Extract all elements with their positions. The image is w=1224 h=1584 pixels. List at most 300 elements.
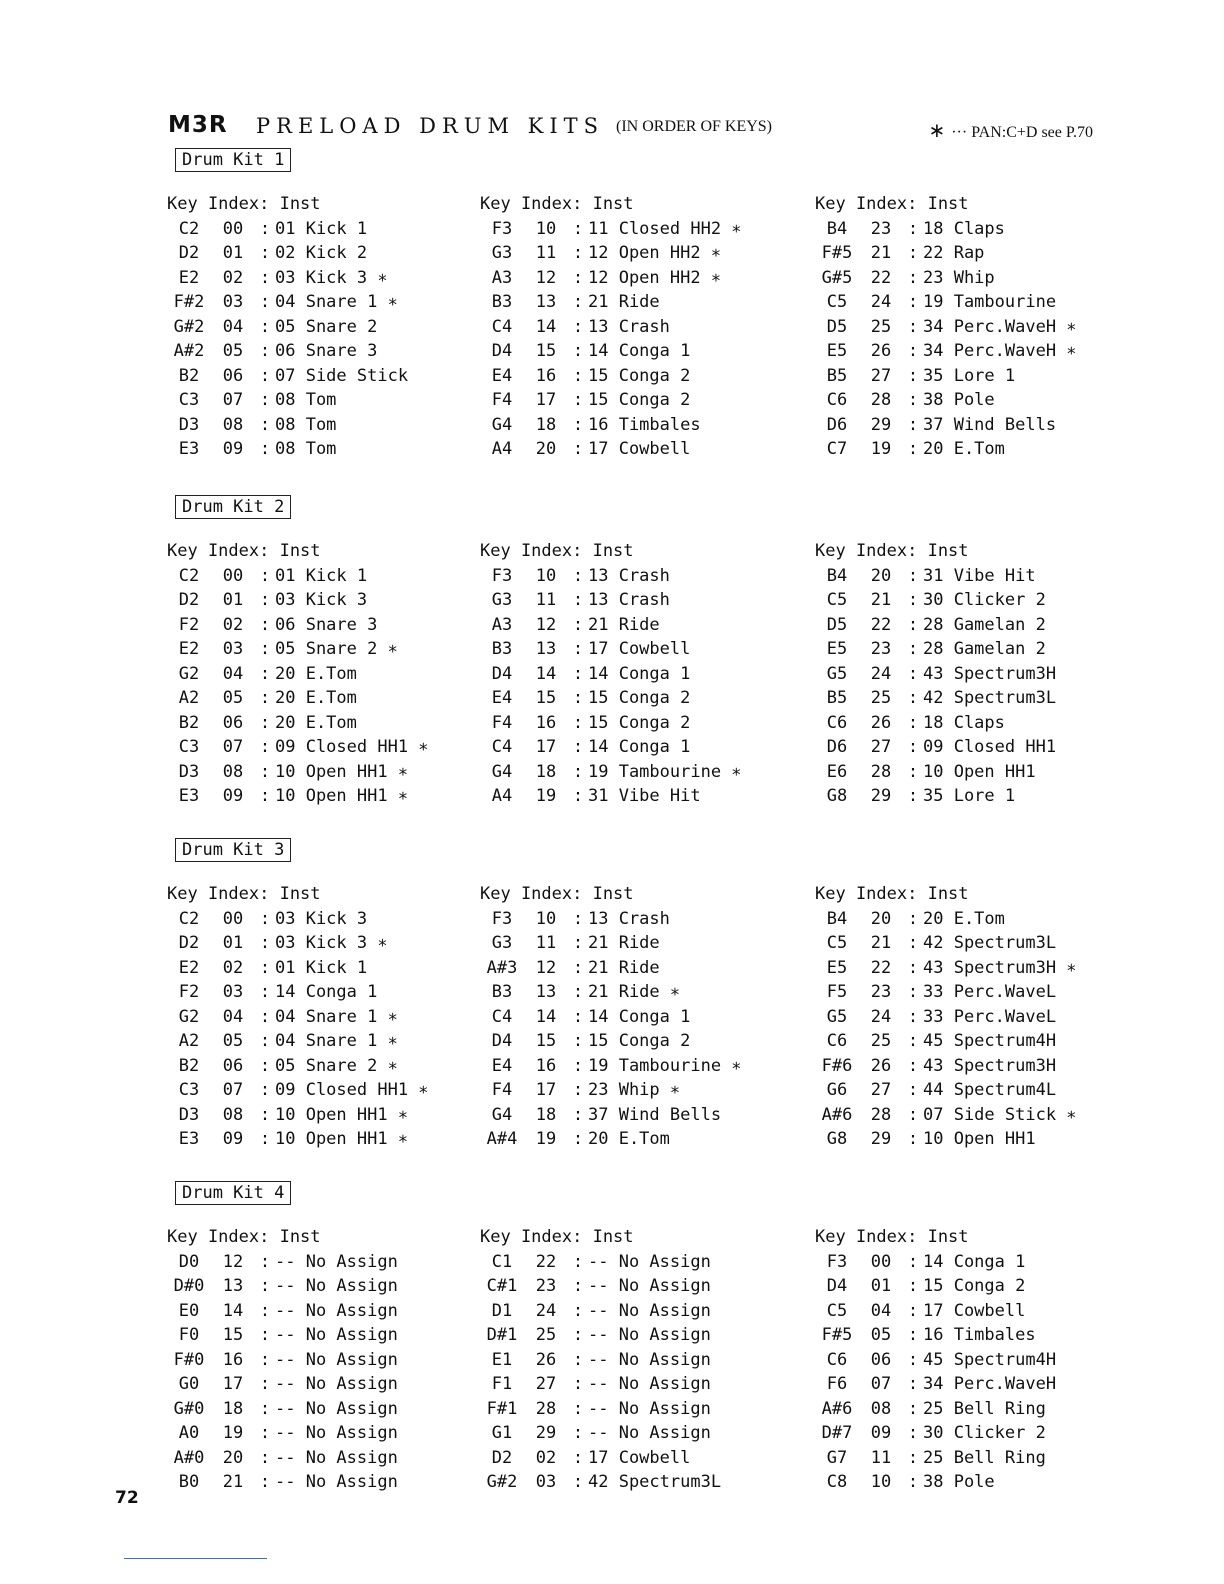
- inst-cell: -- No Assign: [275, 1276, 398, 1296]
- inst-cell: 20 E.Tom: [923, 439, 1005, 459]
- inst-cell: 43 Spectrum3H: [923, 663, 1057, 684]
- key-cell: B4: [826, 565, 848, 586]
- index-cell: 00: [222, 218, 244, 239]
- key-cell: E2: [178, 639, 200, 659]
- table-row: [815, 1054, 1115, 1079]
- separator: :: [907, 1276, 919, 1296]
- separator: :: [907, 390, 919, 410]
- separator: :: [259, 761, 271, 782]
- footer-rule: [124, 1558, 267, 1559]
- inst-cell: 19 Tambourine: [923, 292, 1057, 312]
- separator: :: [259, 1349, 271, 1370]
- inst-cell: 43 Spectrum3H ∗: [923, 957, 1077, 978]
- index-cell: 10: [535, 218, 557, 239]
- key-cell: B2: [178, 712, 200, 733]
- key-cell: E0: [178, 1300, 200, 1321]
- index-cell: 02: [222, 267, 244, 288]
- inst-cell: 23 Whip: [923, 267, 995, 288]
- inst-cell: 10 Open HH1: [923, 1129, 1036, 1149]
- key-cell: A#4: [486, 1129, 518, 1149]
- column-header: Key Index: Inst: [167, 1227, 321, 1247]
- inst-cell: 10 Open HH1: [923, 761, 1036, 782]
- key-cell: A#0: [173, 1447, 205, 1468]
- key-cell: D#0: [173, 1276, 205, 1296]
- page-subtitle: (IN ORDER OF KEYS): [616, 118, 772, 135]
- separator: :: [907, 737, 919, 757]
- key-cell: D#7: [821, 1423, 853, 1443]
- table-row: [815, 413, 1115, 438]
- table-row: [167, 1054, 467, 1079]
- key-cell: B5: [826, 688, 848, 708]
- asterisk-icon: ∗: [928, 120, 946, 142]
- separator: :: [907, 243, 919, 263]
- separator: :: [259, 292, 271, 312]
- drum-kit-section: [155, 1181, 1105, 1501]
- kit-column: [815, 882, 1115, 1152]
- index-cell: 14: [535, 316, 557, 337]
- drum-kit-section: [155, 838, 1105, 1158]
- key-cell: B4: [826, 218, 848, 239]
- separator: :: [907, 1104, 919, 1125]
- index-cell: 04: [222, 1006, 244, 1027]
- separator: :: [907, 1374, 919, 1394]
- inst-cell: 20 E.Tom: [588, 1129, 670, 1149]
- inst-cell: 28 Gamelan 2: [923, 639, 1046, 659]
- index-cell: 26: [870, 1055, 892, 1076]
- key-cell: G6: [826, 1080, 848, 1100]
- key-cell: D4: [491, 341, 513, 361]
- key-cell: D0: [178, 1251, 200, 1272]
- index-cell: 23: [870, 982, 892, 1002]
- separator: :: [907, 341, 919, 361]
- table-row: [167, 662, 467, 687]
- inst-cell: 20 E.Tom: [923, 908, 1005, 929]
- key-cell: D2: [178, 933, 200, 953]
- inst-cell: 10 Open HH1 ∗: [275, 761, 409, 782]
- table-row: [167, 290, 467, 315]
- table-row: [167, 956, 467, 981]
- key-cell: C3: [178, 390, 200, 410]
- index-cell: 01: [222, 243, 244, 263]
- column-header: Key Index: Inst: [815, 194, 969, 214]
- table-row: [480, 760, 780, 785]
- table-row: [480, 735, 780, 760]
- inst-cell: -- No Assign: [275, 1398, 398, 1419]
- inst-cell: 01 Kick 1: [275, 957, 368, 978]
- key-cell: C1: [491, 1251, 513, 1272]
- key-cell: F6: [826, 1374, 848, 1394]
- separator: :: [572, 1129, 584, 1149]
- index-cell: 20: [870, 565, 892, 586]
- separator: :: [907, 639, 919, 659]
- inst-cell: 09 Closed HH1 ∗: [275, 737, 429, 757]
- separator: :: [907, 1472, 919, 1492]
- table-row: [815, 1470, 1115, 1495]
- index-cell: 02: [222, 957, 244, 978]
- separator: :: [572, 1006, 584, 1027]
- inst-cell: 21 Ride: [588, 292, 660, 312]
- separator: :: [572, 316, 584, 337]
- index-cell: 23: [870, 639, 892, 659]
- kit-column: [480, 539, 780, 809]
- separator: :: [907, 218, 919, 239]
- separator: :: [259, 1398, 271, 1419]
- table-row: [167, 1323, 467, 1348]
- table-row: [815, 1348, 1115, 1373]
- table-row: [815, 980, 1115, 1005]
- table-row: [167, 413, 467, 438]
- key-cell: E2: [178, 267, 200, 288]
- index-cell: 26: [870, 341, 892, 361]
- key-cell: F0: [178, 1325, 200, 1345]
- key-cell: F3: [491, 908, 513, 929]
- inst-cell: 34 Perc.WaveH ∗: [923, 341, 1077, 361]
- inst-cell: 14 Conga 1: [588, 1006, 691, 1027]
- table-row: [480, 1323, 780, 1348]
- separator: :: [259, 390, 271, 410]
- inst-cell: 06 Snare 3: [275, 341, 378, 361]
- table-row: [480, 637, 780, 662]
- table-row: [815, 1299, 1115, 1324]
- separator: :: [259, 243, 271, 263]
- key-cell: E4: [491, 1055, 513, 1076]
- separator: :: [259, 1423, 271, 1443]
- separator: :: [572, 908, 584, 929]
- key-cell: D4: [491, 1031, 513, 1051]
- table-row: [480, 1029, 780, 1054]
- index-cell: 05: [222, 341, 244, 361]
- separator: :: [907, 1398, 919, 1419]
- index-cell: 10: [870, 1472, 892, 1492]
- key-cell: C5: [826, 590, 848, 610]
- table-row: [480, 1470, 780, 1495]
- table-row: [167, 1397, 467, 1422]
- kit-column: [815, 1225, 1115, 1495]
- key-cell: D4: [826, 1276, 848, 1296]
- table-row: [167, 1127, 467, 1152]
- index-cell: 22: [870, 957, 892, 978]
- index-cell: 28: [535, 1398, 557, 1419]
- inst-cell: 14 Conga 1: [588, 737, 691, 757]
- table-row: [815, 364, 1115, 389]
- key-cell: F#0: [173, 1349, 205, 1370]
- separator: :: [259, 614, 271, 635]
- inst-cell: 30 Clicker 2: [923, 1423, 1046, 1443]
- separator: :: [572, 1080, 584, 1100]
- table-row: [167, 980, 467, 1005]
- table-row: [815, 241, 1115, 266]
- key-cell: G1: [491, 1423, 513, 1443]
- key-cell: A4: [491, 439, 513, 459]
- table-row: [480, 784, 780, 809]
- inst-cell: -- No Assign: [275, 1472, 398, 1492]
- inst-cell: 15 Conga 2: [588, 1031, 691, 1051]
- inst-cell: 14 Conga 1: [923, 1251, 1026, 1272]
- key-cell: E3: [178, 439, 200, 459]
- table-row: [167, 364, 467, 389]
- key-cell: B5: [826, 365, 848, 386]
- index-cell: 07: [222, 390, 244, 410]
- kit-column: [167, 882, 467, 1152]
- separator: :: [259, 565, 271, 586]
- table-row: [815, 315, 1115, 340]
- inst-cell: 14 Conga 1: [588, 341, 691, 361]
- index-cell: 01: [222, 590, 244, 610]
- table-row: [480, 290, 780, 315]
- key-cell: E3: [178, 786, 200, 806]
- separator: :: [572, 688, 584, 708]
- inst-cell: 20 E.Tom: [275, 712, 357, 733]
- kit-column: [167, 539, 467, 809]
- separator: :: [572, 761, 584, 782]
- table-row: [815, 1250, 1115, 1275]
- column-header: Key Index: Inst: [480, 1227, 634, 1247]
- index-cell: 13: [535, 982, 557, 1002]
- inst-cell: 18 Claps: [923, 712, 1005, 733]
- index-cell: 11: [870, 1447, 892, 1468]
- separator: :: [907, 439, 919, 459]
- index-cell: 05: [222, 1031, 244, 1051]
- separator: :: [572, 365, 584, 386]
- key-cell: D5: [826, 316, 848, 337]
- index-cell: 14: [535, 663, 557, 684]
- drum-kit-label: Drum Kit 2: [175, 495, 291, 519]
- table-row: [167, 241, 467, 266]
- table-row: [815, 1397, 1115, 1422]
- key-cell: C6: [826, 712, 848, 733]
- separator: :: [259, 737, 271, 757]
- separator: :: [572, 243, 584, 263]
- index-cell: 17: [535, 1080, 557, 1100]
- index-cell: 18: [535, 414, 557, 435]
- separator: :: [907, 933, 919, 953]
- table-row: [167, 315, 467, 340]
- separator: :: [907, 1129, 919, 1149]
- inst-cell: 15 Conga 2: [588, 365, 691, 386]
- inst-cell: 30 Clicker 2: [923, 590, 1046, 610]
- inst-cell: 21 Ride: [588, 614, 660, 635]
- inst-cell: 09 Closed HH1: [923, 737, 1057, 757]
- table-row: [167, 735, 467, 760]
- inst-cell: 17 Cowbell: [588, 439, 691, 459]
- index-cell: 04: [222, 316, 244, 337]
- inst-cell: 43 Spectrum3H: [923, 1055, 1057, 1076]
- table-row: [815, 217, 1115, 242]
- index-cell: 28: [870, 761, 892, 782]
- inst-cell: 31 Vibe Hit: [923, 565, 1036, 586]
- index-cell: 05: [222, 688, 244, 708]
- key-cell: G2: [178, 1006, 200, 1027]
- separator: :: [572, 663, 584, 684]
- inst-cell: 34 Perc.WaveH: [923, 1374, 1057, 1394]
- inst-cell: -- No Assign: [588, 1349, 711, 1370]
- separator: :: [907, 1447, 919, 1468]
- key-cell: C5: [826, 1300, 848, 1321]
- key-cell: F3: [826, 1251, 848, 1272]
- table-row: [480, 711, 780, 736]
- separator: :: [572, 1472, 584, 1492]
- inst-cell: 01 Kick 1: [275, 565, 368, 586]
- separator: :: [259, 1300, 271, 1321]
- key-cell: A0: [178, 1423, 200, 1443]
- inst-cell: -- No Assign: [588, 1276, 711, 1296]
- inst-cell: 42 Spectrum3L: [923, 933, 1057, 953]
- inst-cell: 16 Timbales: [923, 1325, 1036, 1345]
- key-cell: F3: [491, 218, 513, 239]
- key-cell: D6: [826, 737, 848, 757]
- separator: :: [259, 663, 271, 684]
- table-row: [167, 1348, 467, 1373]
- separator: :: [572, 1104, 584, 1125]
- inst-cell: 07 Side Stick: [275, 365, 409, 386]
- table-row: [480, 413, 780, 438]
- index-cell: 08: [222, 1104, 244, 1125]
- index-cell: 14: [535, 1006, 557, 1027]
- separator: :: [907, 1080, 919, 1100]
- table-row: [480, 956, 780, 981]
- table-row: [815, 613, 1115, 638]
- index-cell: 26: [535, 1349, 557, 1370]
- separator: :: [572, 957, 584, 978]
- inst-cell: -- No Assign: [588, 1423, 711, 1443]
- key-cell: F2: [178, 982, 200, 1002]
- index-cell: 01: [222, 933, 244, 953]
- table-row: [815, 1127, 1115, 1152]
- inst-cell: 11 Closed HH2 ∗: [588, 218, 742, 239]
- table-row: [167, 613, 467, 638]
- index-cell: 21: [870, 243, 892, 263]
- column-header: Key Index: Inst: [480, 541, 634, 561]
- index-cell: 03: [222, 982, 244, 1002]
- table-row: [167, 339, 467, 364]
- index-cell: 29: [870, 414, 892, 435]
- index-cell: 27: [870, 737, 892, 757]
- table-row: [167, 1078, 467, 1103]
- table-row: [480, 1421, 780, 1446]
- inst-cell: -- No Assign: [275, 1374, 398, 1394]
- inst-cell: 37 Wind Bells: [588, 1104, 722, 1125]
- index-cell: 16: [535, 712, 557, 733]
- key-cell: F#6: [821, 1055, 853, 1076]
- separator: :: [907, 1423, 919, 1443]
- separator: :: [572, 565, 584, 586]
- table-row: [815, 907, 1115, 932]
- key-cell: F4: [491, 390, 513, 410]
- column-header: Key Index: Inst: [167, 194, 321, 214]
- key-cell: B0: [178, 1472, 200, 1492]
- key-cell: B2: [178, 365, 200, 386]
- inst-cell: 25 Bell Ring: [923, 1398, 1046, 1419]
- table-row: [480, 1299, 780, 1324]
- table-row: [480, 1446, 780, 1471]
- table-row: [480, 437, 780, 462]
- inst-cell: 38 Pole: [923, 390, 995, 410]
- separator: :: [907, 614, 919, 635]
- index-cell: 11: [535, 933, 557, 953]
- table-row: [815, 1421, 1115, 1446]
- inst-cell: 25 Bell Ring: [923, 1447, 1046, 1468]
- separator: :: [259, 341, 271, 361]
- index-cell: 02: [222, 614, 244, 635]
- index-cell: 19: [535, 1129, 557, 1149]
- table-row: [815, 266, 1115, 291]
- inst-cell: 42 Spectrum3L: [588, 1472, 722, 1492]
- index-cell: 23: [870, 218, 892, 239]
- separator: :: [259, 712, 271, 733]
- inst-cell: 15 Conga 2: [923, 1276, 1026, 1296]
- index-cell: 22: [535, 1251, 557, 1272]
- index-cell: 04: [870, 1300, 892, 1321]
- separator: :: [259, 1055, 271, 1076]
- index-cell: 12: [535, 614, 557, 635]
- separator: :: [572, 590, 584, 610]
- key-cell: E5: [826, 957, 848, 978]
- table-row: [815, 662, 1115, 687]
- table-row: [167, 686, 467, 711]
- table-row: [815, 1274, 1115, 1299]
- inst-cell: 08 Tom: [275, 439, 337, 459]
- index-cell: 19: [222, 1423, 244, 1443]
- key-cell: A4: [491, 786, 513, 806]
- key-cell: F5: [826, 982, 848, 1002]
- key-cell: D#1: [486, 1325, 518, 1345]
- separator: :: [907, 957, 919, 978]
- key-cell: E5: [826, 341, 848, 361]
- separator: :: [907, 761, 919, 782]
- key-cell: C6: [826, 1349, 848, 1370]
- separator: :: [907, 1031, 919, 1051]
- index-cell: 02: [535, 1447, 557, 1468]
- key-cell: E3: [178, 1129, 200, 1149]
- separator: :: [572, 737, 584, 757]
- table-row: [167, 564, 467, 589]
- index-cell: 07: [222, 1080, 244, 1100]
- key-cell: C5: [826, 933, 848, 953]
- inst-cell: 20 E.Tom: [275, 688, 357, 708]
- table-row: [815, 1323, 1115, 1348]
- key-cell: D2: [178, 590, 200, 610]
- index-cell: 08: [222, 761, 244, 782]
- inst-cell: 05 Snare 2 ∗: [275, 1055, 398, 1076]
- separator: :: [259, 1251, 271, 1272]
- table-row: [480, 241, 780, 266]
- inst-cell: -- No Assign: [275, 1300, 398, 1321]
- key-cell: G5: [826, 1006, 848, 1027]
- separator: :: [907, 786, 919, 806]
- index-cell: 09: [870, 1423, 892, 1443]
- key-cell: E6: [826, 761, 848, 782]
- separator: :: [259, 1006, 271, 1027]
- column-header: Key Index: Inst: [480, 194, 634, 214]
- table-row: [480, 315, 780, 340]
- inst-cell: 04 Snare 1 ∗: [275, 1006, 398, 1027]
- index-cell: 08: [222, 414, 244, 435]
- key-cell: D6: [826, 414, 848, 435]
- table-row: [480, 1127, 780, 1152]
- inst-cell: 21 Ride: [588, 957, 660, 978]
- key-cell: B4: [826, 908, 848, 929]
- separator: :: [259, 414, 271, 435]
- inst-cell: 10 Open HH1 ∗: [275, 1104, 409, 1125]
- index-cell: 16: [222, 1349, 244, 1370]
- drum-kit-label: Drum Kit 3: [175, 838, 291, 862]
- index-cell: 16: [535, 365, 557, 386]
- key-cell: C#1: [486, 1276, 518, 1296]
- key-cell: D2: [491, 1447, 513, 1468]
- index-cell: 06: [870, 1349, 892, 1370]
- table-row: [815, 588, 1115, 613]
- inst-cell: 03 Kick 3 ∗: [275, 267, 388, 288]
